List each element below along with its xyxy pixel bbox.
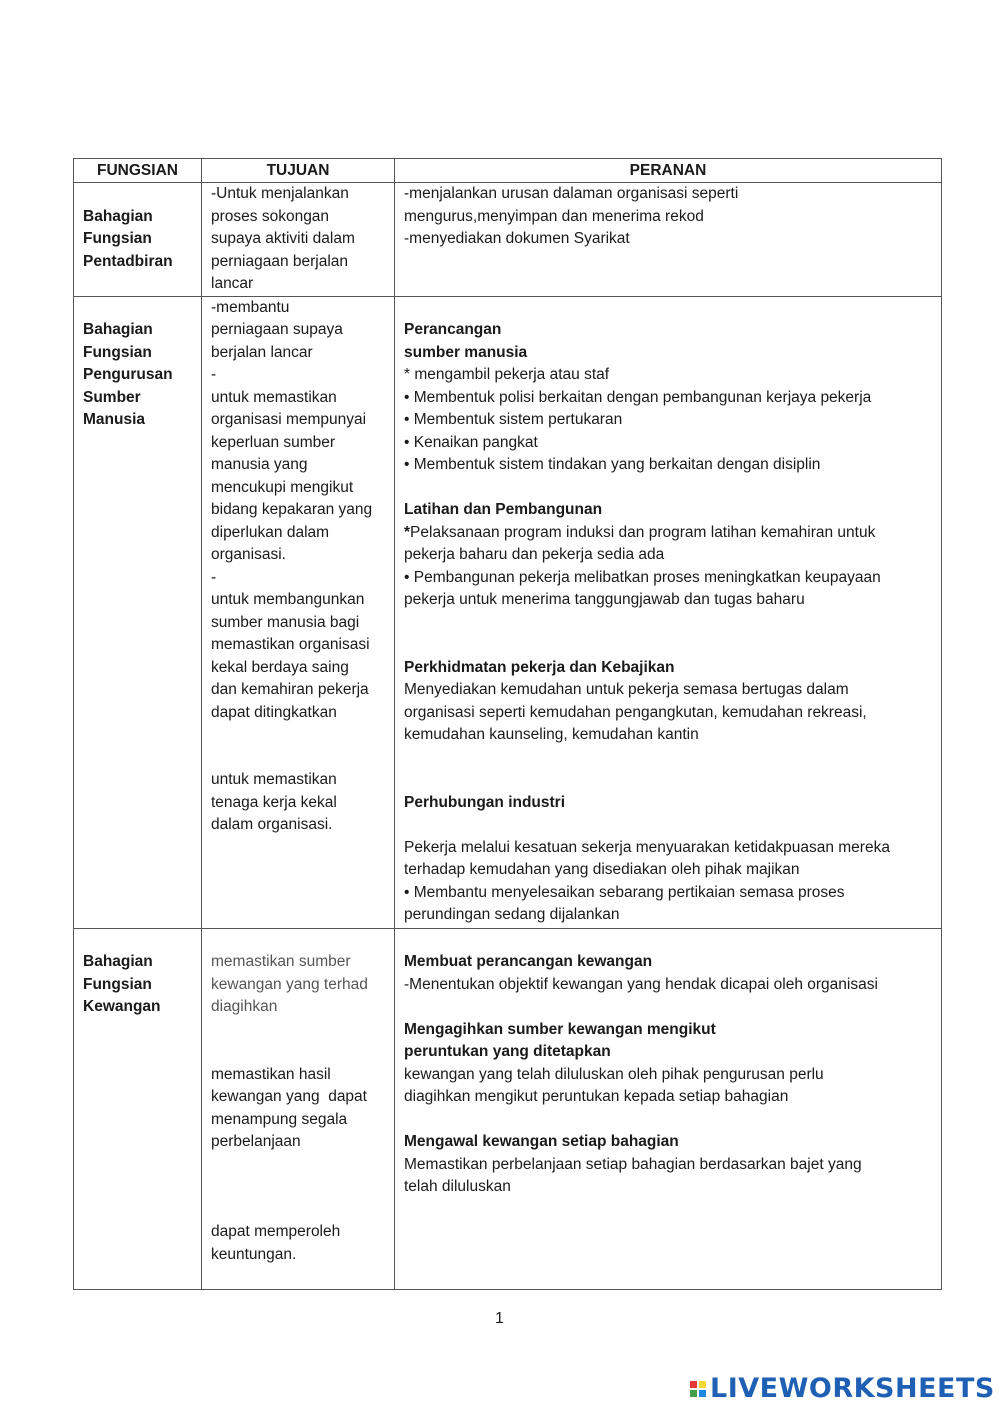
cell-fungsian-sumber-manusia [74, 296, 202, 928]
peranan-line: kemudahan kaunseling, kemudahan kantin [404, 726, 699, 743]
section-heading: Perancangan [404, 321, 502, 338]
tujuan-line: diperlukan dalam [211, 523, 330, 541]
peranan-line: diagihkan mengikut peruntukan kepada setiap bahagian [404, 1088, 789, 1105]
liveworksheets-logo[interactable] [690, 1373, 995, 1404]
cell-tujuan-sumber-manusia [202, 296, 395, 928]
section-heading: Perhubungan industri [404, 793, 566, 811]
functions-table [73, 158, 942, 1290]
tujuan-line: kekal berdaya saing [211, 658, 349, 676]
fungsian-line: Bahagian [83, 321, 153, 338]
tujuan-line: perbelanjaan [211, 1133, 301, 1150]
table-row-pentadbiran [74, 183, 942, 297]
fungsian-line: Kewangan [83, 998, 161, 1015]
tujuan-line: dapat memperoleh [211, 1223, 341, 1240]
fungsian-line: Pengurusan [83, 366, 173, 383]
header-row [74, 159, 942, 183]
tujuan-line: organisasi. [211, 546, 286, 563]
tujuan-line: memastikan hasil [211, 1065, 331, 1083]
tujuan-line: perniagaan berjalan [211, 252, 349, 270]
tujuan-line: sumber manusia bagi [211, 613, 360, 631]
peranan-line: • Membentuk sistem tindakan yang berkaitan dengan disiplin [404, 456, 821, 473]
peranan-line: Pelaksanaan program induksi dan program latihan kemahiran untuk [410, 523, 876, 541]
cell-peranan-pentadbiran [395, 183, 942, 297]
tujuan-line: bidang kepakaran yang [211, 501, 373, 518]
tujuan-line: perniagaan supaya [211, 321, 343, 338]
section-heading: Mengawal kewangan setiap bahagian [404, 1133, 679, 1150]
peranan-line: telah diluluskan [404, 1178, 511, 1195]
header-peranan: PERANAN [395, 159, 942, 183]
fungsian-line: Pentadbiran [83, 252, 173, 270]
cell-peranan-sumber-manusia [395, 296, 942, 928]
tujuan-line: untuk membangunkan [211, 591, 365, 608]
tujuan-line: supaya aktiviti dalam [211, 230, 355, 247]
fungsian-line: Fungsian [83, 230, 152, 247]
section-heading: Perkhidmatan pekerja dan Kebajikan [404, 658, 675, 676]
peranan-line: • Kenaikan pangkat [404, 433, 538, 451]
header-fungsian: FUNGSIAN [74, 159, 202, 183]
cell-fungsian-kewangan [74, 928, 202, 1289]
cell-peranan-kewangan [395, 928, 942, 1289]
table-row-kewangan [74, 928, 942, 1289]
section-heading: Latihan dan Pembangunan [404, 501, 603, 518]
asterisk-marker: * [404, 523, 411, 541]
tujuan-line: untuk memastikan [211, 388, 337, 406]
tujuan-line: kewangan yang terhad [211, 975, 368, 993]
peranan-line: terhadap kemudahan yang disediakan oleh pihak majikan [404, 861, 800, 878]
logo-mark-icon [690, 1381, 706, 1397]
tujuan-line: keperluan sumber [211, 433, 336, 451]
cell-fungsian-pentadbiran [74, 183, 202, 297]
tujuan-line: organisasi mempunyai [211, 411, 367, 428]
peranan-line: mengurus,menyimpan dan menerima rekod [404, 207, 704, 225]
peranan-line: Menyediakan kemudahan untuk pekerja semasa bertugas dalam [404, 681, 849, 698]
section-heading: sumber manusia [404, 343, 528, 361]
peranan-line: Pekerja melalui kesatuan sekerja menyuarakan ketidakpuasan mereka [404, 838, 890, 856]
fungsian-line: Fungsian [83, 343, 152, 361]
peranan-line: -menjalankan urusan dalaman organisasi seperti [404, 185, 739, 202]
peranan-line: • Membentuk sistem pertukaran [404, 411, 623, 428]
tujuan-line: - [211, 568, 217, 586]
tujuan-line: diagihkan [211, 998, 278, 1015]
peranan-line: -menyediakan dokumen Syarikat [404, 230, 630, 247]
peranan-line: Memastikan perbelanjaan setiap bahagian berdasarkan bajet yang [404, 1155, 862, 1173]
tujuan-line: memastikan sumber [211, 953, 351, 970]
tujuan-line: mencukupi mengikut [211, 478, 354, 496]
peranan-line: perundingan sedang dijalankan [404, 906, 620, 923]
tujuan-line: dalam organisasi. [211, 816, 333, 833]
tujuan-line: menampung segala [211, 1110, 348, 1128]
peranan-line: kewangan yang telah diluluskan oleh pihak pengurusan perlu [404, 1065, 824, 1083]
tujuan-line: untuk memastikan [211, 771, 337, 788]
tujuan-line: berjalan lancar [211, 343, 313, 361]
peranan-line: • Membentuk polisi berkaitan dengan pembangunan kerjaya pekerja [404, 388, 872, 406]
tujuan-line: -Untuk menjalankan [211, 185, 349, 202]
fungsian-line: Bahagian [83, 953, 153, 970]
tujuan-line: dan kemahiran pekerja [211, 681, 369, 698]
cell-tujuan-kewangan [202, 928, 395, 1289]
header-tujuan: TUJUAN [202, 159, 395, 183]
fungsian-line: Fungsian [83, 975, 152, 993]
tujuan-line: proses sokongan [211, 207, 330, 225]
table-row-sumber-manusia [74, 296, 942, 928]
tujuan-line: - [211, 366, 217, 383]
tujuan-line: dapat ditingkatkan [211, 703, 337, 721]
page-number: 1 [495, 1310, 504, 1327]
peranan-line: • Membantu menyelesaikan sebarang pertikaian semasa proses [404, 883, 845, 901]
section-heading: peruntukan yang ditetapkan [404, 1043, 611, 1060]
logo-text: LIVEWORKSHEETS [710, 1373, 995, 1404]
peranan-line: organisasi seperti kemudahan pengangkutan, kemudahan rekreasi, [404, 703, 867, 721]
peranan-line: • Pembangunan pekerja melibatkan proses meningkatkan keupayaan [404, 568, 881, 586]
tujuan-line: tenaga kerja kekal [211, 793, 337, 811]
section-heading: Mengagihkan sumber kewangan mengikut [404, 1020, 716, 1038]
tujuan-line: memastikan organisasi [211, 636, 370, 653]
section-heading: Membuat perancangan kewangan [404, 953, 653, 970]
tujuan-line: lancar [211, 275, 254, 292]
tujuan-line: manusia yang [211, 456, 308, 473]
peranan-line: pekerja baharu dan pekerja sedia ada [404, 546, 665, 563]
peranan-line: -Menentukan objektif kewangan yang hendak dicapai oleh organisasi [404, 975, 878, 993]
fungsian-line: Manusia [83, 411, 146, 428]
peranan-line: pekerja untuk menerima tanggungjawab dan tugas baharu [404, 591, 805, 608]
fungsian-line: Sumber [83, 388, 141, 406]
tujuan-line: -membantu [211, 298, 290, 316]
fungsian-line: Bahagian [83, 207, 153, 225]
cell-tujuan-pentadbiran [202, 183, 395, 297]
peranan-line: * mengambil pekerja atau staf [404, 366, 610, 383]
tujuan-line: kewangan yang dapat [211, 1088, 367, 1105]
tujuan-line: keuntungan. [211, 1245, 297, 1263]
